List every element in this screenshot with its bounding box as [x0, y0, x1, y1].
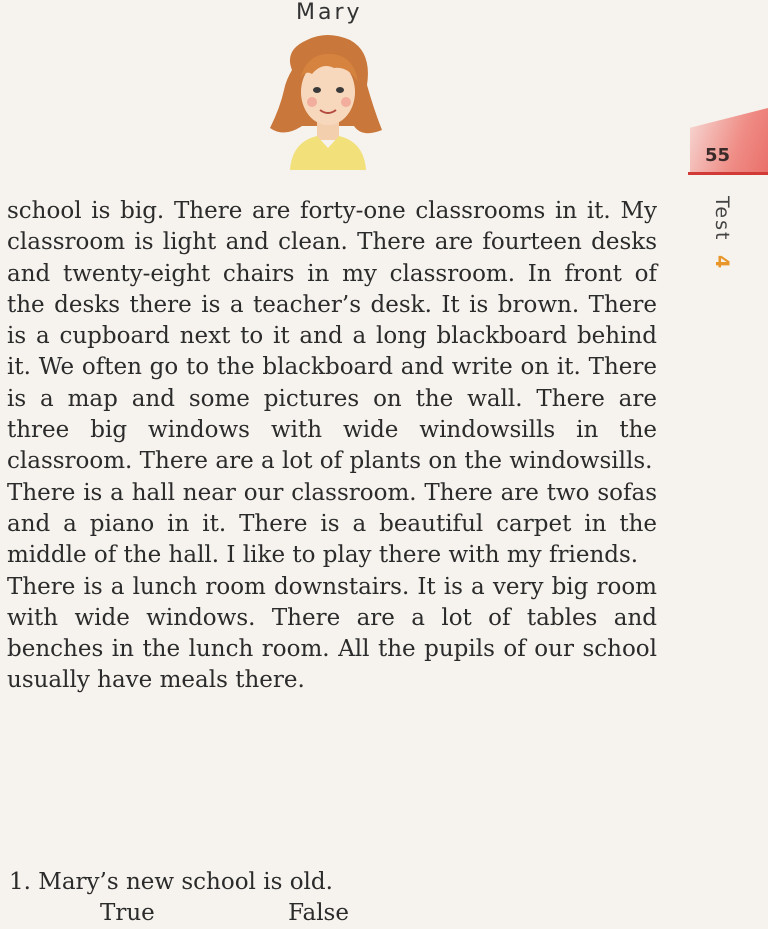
page-number: 55 [705, 145, 731, 166]
paragraph: school is big. There are forty-one classrooms in it. My classroom is light and clean. There are fourteen desks and twenty-eight chairs in my classroom. In front of the desks there is a teacher’s desk. It is brown. There is a cupboard next to it and a long blackboard behind it. We often go to the blackboard and write on it. There is a map and some pictures on the wall. There are three big windows with wide windowsills in the classroom. There are a lot of plants on the windowsills. [7, 198, 657, 475]
section-tab-number: 4 [711, 255, 733, 271]
question-item [9, 867, 333, 898]
paragraph: There is a hall near our classroom. There are two sofas and a piano in it. There is a beautiful carpet in the middle of the hall. I like to play there with my friends. [7, 479, 657, 569]
question-number: 1. [9, 869, 31, 895]
page-tab-rule [688, 172, 768, 175]
paragraph: There is a lunch room downstairs. It is a very big room with wide windows. There are a lot of tables and benches in the lunch room. All the pupils of our school usually have meals there. [7, 573, 657, 694]
mary-portrait-illustration [262, 30, 392, 170]
answer-true[interactable]: True [100, 900, 155, 926]
question-text: Mary’s new school is old. [38, 869, 333, 895]
section-tab-label: Test [711, 196, 733, 242]
answer-options [100, 898, 349, 929]
answer-false[interactable]: False [288, 900, 349, 926]
story-text [7, 196, 657, 697]
section-tab [711, 196, 733, 271]
portrait-caption: Mary [296, 0, 363, 25]
